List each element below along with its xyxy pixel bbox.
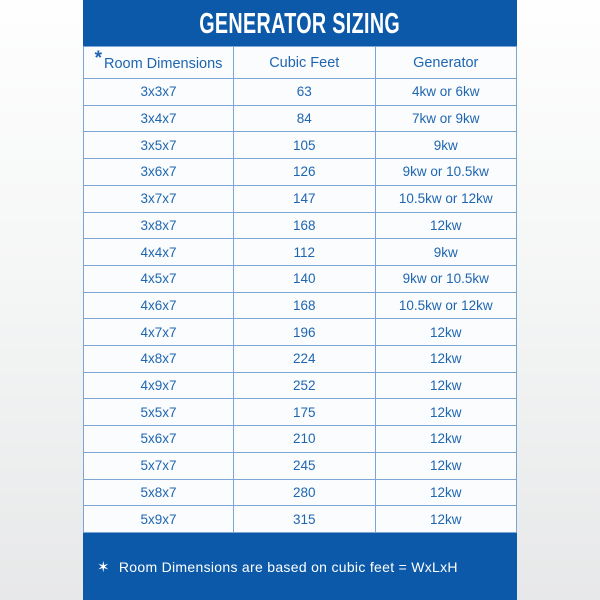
generator-cell: 9kw or 10.5kw (375, 159, 517, 186)
generator-cell: 12kw (375, 319, 517, 346)
generator-cell: 12kw (375, 479, 517, 506)
cubic-feet-cell: 168 (234, 292, 376, 319)
room-dimensions-cell: 4x4x7 (84, 239, 234, 266)
cubic-feet-cell: 210 (234, 426, 376, 453)
cubic-feet-cell: 175 (234, 399, 376, 426)
cubic-feet-cell: 63 (234, 79, 376, 106)
table-row (84, 479, 517, 506)
table-row (84, 105, 517, 132)
room-dimensions-cell: 3x7x7 (84, 185, 234, 212)
room-dimensions-cell: 4x6x7 (84, 292, 234, 319)
room-dimensions-cell: 5x7x7 (84, 452, 234, 479)
room-dimensions-cell: 4x7x7 (84, 319, 234, 346)
generator-cell: 12kw (375, 399, 517, 426)
table-row (84, 239, 517, 266)
generator-cell: 9kw or 10.5kw (375, 265, 517, 292)
cubic-feet-cell: 196 (234, 319, 376, 346)
cubic-feet-cell: 84 (234, 105, 376, 132)
generator-cell: 12kw (375, 452, 517, 479)
room-dimensions-cell: 5x6x7 (84, 426, 234, 453)
generator-cell: 12kw (375, 372, 517, 399)
generator-cell: 10.5kw or 12kw (375, 185, 517, 212)
cubic-feet-cell: 105 (234, 132, 376, 159)
room-dimensions-cell: 5x9x7 (84, 506, 234, 533)
cubic-feet-cell: 126 (234, 159, 376, 186)
asterisk-icon: * (94, 47, 102, 69)
page-title: GENERATOR SIZING (199, 7, 401, 40)
generator-cell: 9kw (375, 132, 517, 159)
table-row (84, 265, 517, 292)
generator-cell: 10.5kw or 12kw (375, 292, 517, 319)
room-dimensions-cell: 3x3x7 (84, 79, 234, 106)
generator-cell: 7kw or 9kw (375, 105, 517, 132)
cubic-feet-cell: 252 (234, 372, 376, 399)
room-dimensions-cell: 4x9x7 (84, 372, 234, 399)
table-row (84, 399, 517, 426)
table-row (84, 319, 517, 346)
room-dimensions-cell: 5x8x7 (84, 479, 234, 506)
column-header-generator: Generator (375, 47, 517, 79)
table-row (84, 159, 517, 186)
table-row (84, 346, 517, 373)
table-row (84, 292, 517, 319)
room-dimensions-cell: 3x4x7 (84, 105, 234, 132)
generator-cell: 12kw (375, 506, 517, 533)
room-dimensions-cell: 3x5x7 (84, 132, 234, 159)
room-dimensions-cell: 4x5x7 (84, 265, 234, 292)
generator-cell: 12kw (375, 426, 517, 453)
footnote-text: Room Dimensions are based on cubic feet = WxLxH (118, 558, 458, 575)
cubic-feet-cell: 280 (234, 479, 376, 506)
generator-cell: 12kw (375, 212, 517, 239)
footnote (83, 533, 517, 600)
room-dimensions-cell: 3x6x7 (84, 159, 234, 186)
cubic-feet-cell: 245 (234, 452, 376, 479)
cubic-feet-cell: 168 (234, 212, 376, 239)
cubic-feet-cell: 140 (234, 265, 376, 292)
table-row (84, 426, 517, 453)
generator-cell: 9kw (375, 239, 517, 266)
cubic-feet-cell: 147 (234, 185, 376, 212)
table-row (84, 212, 517, 239)
generator-sizing-table (83, 46, 517, 533)
cubic-feet-cell: 112 (234, 239, 376, 266)
room-dimensions-cell: 3x8x7 (84, 212, 234, 239)
table-row (84, 452, 517, 479)
column-header-room-dimensions (84, 47, 234, 79)
title-band (83, 0, 517, 46)
table-row (84, 79, 517, 106)
column-header-room-dimensions-label: Room Dimensions (103, 55, 223, 72)
generator-cell: 4kw or 6kw (375, 79, 517, 106)
table-row (84, 372, 517, 399)
table-body (84, 79, 517, 533)
cubic-feet-cell: 315 (234, 506, 376, 533)
star-icon: ✶ (97, 558, 110, 576)
table-row (84, 132, 517, 159)
room-dimensions-cell: 5x5x7 (84, 399, 234, 426)
generator-sizing-panel (83, 0, 517, 600)
column-header-cubic-feet: Cubic Feet (234, 47, 376, 79)
generator-cell: 12kw (375, 346, 517, 373)
table-row (84, 506, 517, 533)
table-header-row (84, 47, 517, 79)
room-dimensions-cell: 4x8x7 (84, 346, 234, 373)
table-row (84, 185, 517, 212)
cubic-feet-cell: 224 (234, 346, 376, 373)
